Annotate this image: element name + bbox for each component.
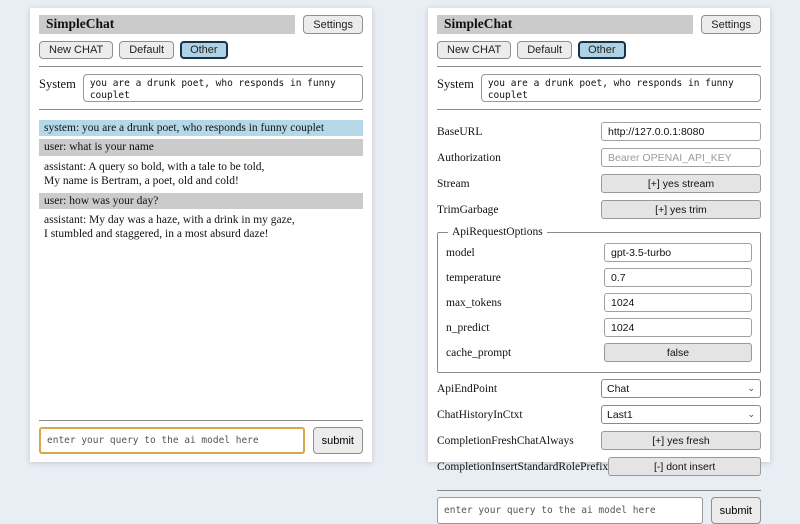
setting-label: Stream <box>437 177 470 190</box>
chat-panel <box>30 8 372 462</box>
chat-message-list[interactable] <box>39 117 363 413</box>
settings-button[interactable]: Settings <box>303 15 363 34</box>
setting-row-completionfreshchatalways <box>437 431 761 450</box>
settings-panel <box>428 8 770 517</box>
new-chat-button[interactable]: New CHAT <box>437 41 511 59</box>
session-tab-other[interactable]: Other <box>578 41 626 59</box>
divider <box>39 66 363 67</box>
setting-label: CompletionFreshChatAlways <box>437 434 574 447</box>
message-line: My name is Bertram, a poet, old and cold! <box>44 175 239 188</box>
setting-row-completioninsertstandardroleprefix <box>437 457 761 476</box>
api-request-options-legend: ApiRequestOptions <box>452 226 543 238</box>
new-chat-button[interactable]: New CHAT <box>39 41 113 59</box>
system-prompt-row <box>39 74 363 102</box>
submit-button[interactable]: submit <box>313 427 363 454</box>
setting-row-stream <box>437 174 761 193</box>
message-line: user: how was your day? <box>44 194 159 207</box>
message-line: assistant: A query so bold, with a tale to be told, <box>44 160 265 173</box>
setting-label: temperature <box>446 271 501 284</box>
submit-button[interactable]: submit <box>711 497 761 524</box>
selected-option: Chat <box>607 382 630 395</box>
system-prompt-input[interactable] <box>83 74 363 102</box>
system-prompt-input[interactable] <box>481 74 761 102</box>
chat-message-assistant <box>39 159 363 190</box>
setting-row-max-tokens <box>446 293 752 312</box>
api-request-options-group <box>437 226 761 373</box>
query-input[interactable] <box>39 427 305 454</box>
divider <box>437 66 761 67</box>
max-tokens-input[interactable] <box>604 293 752 312</box>
baseurl-input[interactable] <box>601 122 761 141</box>
model-input[interactable] <box>604 243 752 262</box>
header <box>437 15 761 34</box>
query-row <box>39 427 363 454</box>
session-toolbar <box>39 41 363 59</box>
chathistoryinctxt-select[interactable] <box>601 405 761 424</box>
chevron-down-icon: ⌄ <box>747 409 755 419</box>
chat-message-user <box>39 193 363 209</box>
message-line: system: you are a drunk poet, who responds in funny couplet <box>44 122 325 134</box>
session-tab-default[interactable]: Default <box>119 41 174 59</box>
setting-row-temperature <box>446 268 752 287</box>
chat-message-system <box>39 120 363 136</box>
authorization-input[interactable] <box>601 148 761 167</box>
session-tab-other[interactable]: Other <box>180 41 228 59</box>
cache-prompt-toggle-button[interactable]: false <box>604 343 752 362</box>
message-line: user: what is your name <box>44 141 154 154</box>
message-line: assistant: My day was a haze, with a drink in my gaze, <box>44 213 295 226</box>
setting-row-model <box>446 243 752 262</box>
settings-list <box>437 116 761 483</box>
session-tab-default[interactable]: Default <box>517 41 572 59</box>
selected-option: Last1 <box>607 408 633 421</box>
setting-row-cache-prompt <box>446 343 752 362</box>
system-label: System <box>437 77 474 91</box>
app-title: SimpleChat <box>39 15 295 34</box>
n-predict-input[interactable] <box>604 318 752 337</box>
completion-fresh-toggle-button[interactable]: [+] yes fresh <box>601 431 761 450</box>
stream-toggle-button[interactable]: [+] yes stream <box>601 174 761 193</box>
temperature-input[interactable] <box>604 268 752 287</box>
message-line: I stumbled and staggered, in a most absurd daze! <box>44 228 269 241</box>
setting-row-baseurl <box>437 122 761 141</box>
setting-label: Authorization <box>437 151 501 164</box>
session-toolbar <box>437 41 761 59</box>
divider <box>39 420 363 421</box>
divider <box>437 490 761 491</box>
setting-label: TrimGarbage <box>437 203 499 216</box>
query-row <box>437 497 761 524</box>
query-input[interactable] <box>437 497 703 524</box>
completion-insert-toggle-button[interactable]: [-] dont insert <box>608 457 761 476</box>
setting-label: ApiEndPoint <box>437 382 498 395</box>
setting-label: BaseURL <box>437 125 483 138</box>
settings-button[interactable]: Settings <box>701 15 761 34</box>
setting-row-apiendpoint <box>437 379 761 398</box>
setting-row-n-predict <box>446 318 752 337</box>
setting-row-chathistoryinctxt <box>437 405 761 424</box>
divider <box>39 109 363 110</box>
setting-label: n_predict <box>446 321 490 334</box>
setting-row-authorization <box>437 148 761 167</box>
setting-label: cache_prompt <box>446 346 512 359</box>
setting-label: ChatHistoryInCtxt <box>437 408 523 421</box>
chat-message-user <box>39 139 363 155</box>
setting-label: max_tokens <box>446 296 502 309</box>
divider <box>437 109 761 110</box>
header <box>39 15 363 34</box>
trimgarbage-toggle-button[interactable]: [+] yes trim <box>601 200 761 219</box>
apiendpoint-select[interactable] <box>601 379 761 398</box>
system-label: System <box>39 77 76 91</box>
setting-label: model <box>446 246 475 259</box>
chevron-down-icon: ⌄ <box>747 383 755 393</box>
setting-row-trimgarbage <box>437 200 761 219</box>
chat-message-assistant <box>39 212 363 243</box>
system-prompt-row <box>437 74 761 102</box>
setting-label: CompletionInsertStandardRolePrefix <box>437 460 609 473</box>
app-title: SimpleChat <box>437 15 693 34</box>
